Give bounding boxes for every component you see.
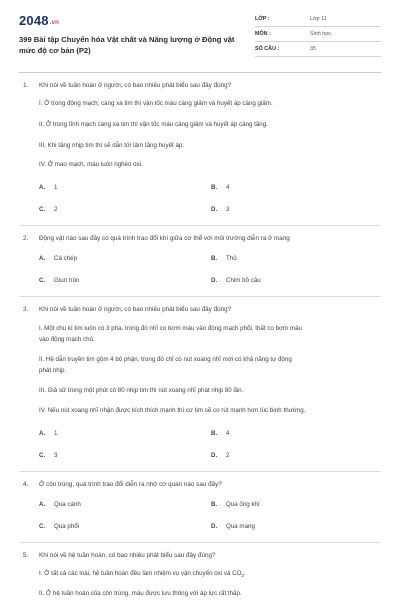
option-text: 2 [226,452,230,459]
answer-option-a[interactable] [39,501,81,508]
question-number: 4. [23,481,29,488]
statement: II. Hệ dẫn truyền tim gồm 4 bộ phận, trong đó chỉ có nút xoang nhĩ mới có khả năng tự động [39,356,292,363]
question-number: 2. [23,235,29,242]
meta-value: Sinh học [310,31,331,37]
option-label: A. [39,255,46,262]
document-header [19,12,381,72]
answer-option-c[interactable] [39,206,57,213]
site-logo[interactable] [19,13,59,28]
option-text: Qua phổi [54,523,80,530]
meta-key: MÔN : [255,31,271,37]
answer-option-d[interactable] [211,452,229,459]
question-divider [19,542,381,543]
answer-option-b[interactable] [211,184,229,191]
statement: IV. Nếu nút xoang nhĩ nhận được kích thích mạnh thì cơ tim sẽ co rút mạnh hơn lúc bình thường. [39,407,306,414]
option-text: 1 [54,430,58,437]
option-text: Giun tròn [54,277,80,284]
option-label: A. [39,501,46,508]
question-divider [19,471,381,472]
meta-row-class [255,12,381,27]
option-text: 3 [54,452,58,459]
option-label: A. [39,184,46,191]
option-text: 2 [54,206,58,213]
option-text: 1 [54,184,58,191]
option-label: B. [211,255,218,262]
question-stem: Ở côn trùng, quá trình trao đổi diễn ra nhờ cơ quan nào sau đây? [39,481,222,488]
meta-row-count [255,42,381,57]
statement: II. Ở hệ tuần hoàn của côn trùng, máu được lưu thông với áp lực rất thấp. [39,590,242,597]
statement-end: . [243,570,246,577]
option-label: A. [39,430,46,437]
question-divider [19,225,381,226]
option-label: D. [211,206,218,213]
answer-option-c[interactable] [39,523,79,530]
answer-option-a[interactable] [39,430,57,437]
answer-option-c[interactable] [39,452,57,459]
meta-value: 35 [310,46,316,52]
answer-option-a[interactable] [39,184,57,191]
option-label: C. [39,523,46,530]
statement-continued: vào động mạch chủ. [39,336,95,343]
option-label: C. [39,277,46,284]
answer-option-b[interactable] [211,501,260,508]
document-title: 399 Bài tập Chuyển hóa Vật chất và Năng lượng ở Động vật mức độ cơ bản (P2) [19,35,235,55]
meta-value: Lớp 11 [310,16,327,22]
option-label: B. [211,430,218,437]
answer-option-b[interactable] [211,255,237,262]
co2-subscript: 2 [241,573,244,579]
option-label: C. [39,452,46,459]
question-stem: Khi nói về hệ tuần hoàn, có bao nhiêu phát biểu sau đây đúng? [39,552,216,559]
option-text: Chim bồ câu [226,277,261,284]
statement: IV. Ở mao mạch, máu luôn nghèo oxi. [39,161,143,168]
logo-suffix: .vn [49,20,60,26]
meta-row-subject [255,27,381,42]
question-number: 3. [23,306,29,313]
question-number: 1. [23,82,29,89]
answer-option-c[interactable] [39,277,79,284]
option-label: C. [39,206,46,213]
question-stem: Khi nói về tuần hoàn ở người, có bao nhiêu phát biểu sau đây đúng? [39,306,232,313]
statement [39,569,379,581]
question-stem: Động vật nào sau đây có quá trình trao đổi khí giữa cơ thể với môi trường diễn ra ở mang [39,235,290,242]
meta-key: SỐ CÂU : [255,46,280,52]
meta-table [255,12,381,57]
statement-text: I. Ở tất cả các loài, hệ tuần hoàn đều làm nhiệm vụ vận chuyển oxi và CO [39,570,242,577]
option-text: Cá chép [54,255,78,262]
option-label: B. [211,501,218,508]
question-stem: Khi nói về tuần hoàn ở người, có bao nhiêu phát biểu sau đây đúng? [39,82,232,89]
option-text: Qua ống khí [226,501,260,508]
question-divider [19,296,381,297]
answer-option-a[interactable] [39,255,77,262]
option-text: Thỏ [226,255,237,262]
statement: I. Ở trong động mạch, càng xa tim thì vận tốc máu càng giảm và huyết áp càng giảm. [39,100,273,107]
statement: III. Giả sử trong một phút có 80 nhịp tim thì nút xoang nhĩ phát nhịp 80 lần. [39,387,244,394]
question-number: 5. [23,552,29,559]
statement: I. Một chu kì tim luôn có 3 pha, trong đó nhĩ co bơm máu vào động mạch phổi, thất co bơm máu [39,325,302,332]
answer-option-d[interactable] [211,523,255,530]
option-text: Qua cánh [54,501,81,508]
logo-text: 2048 [19,13,49,28]
option-label: B. [211,184,218,191]
option-text: Qua mang [226,523,255,530]
option-text: 3 [226,206,230,213]
statement-continued: phát nhịp. [39,367,67,374]
option-text: 4 [226,184,230,191]
statement: II. Ở trong tĩnh mạch càng xa tim thì vận tốc máu càng giảm và huyết áp càng tăng. [39,121,268,128]
option-label: D. [211,523,218,530]
option-label: D. [211,277,218,284]
answer-option-b[interactable] [211,430,229,437]
answer-option-d[interactable] [211,277,261,284]
answer-option-d[interactable] [211,206,229,213]
statement: III. Khi tăng nhịp tim thì sẽ dẫn tới làm tăng huyết áp. [39,142,185,149]
option-text: 4 [226,430,230,437]
header-divider [19,72,381,73]
meta-key: LỚP : [255,16,270,22]
option-label: D. [211,452,218,459]
